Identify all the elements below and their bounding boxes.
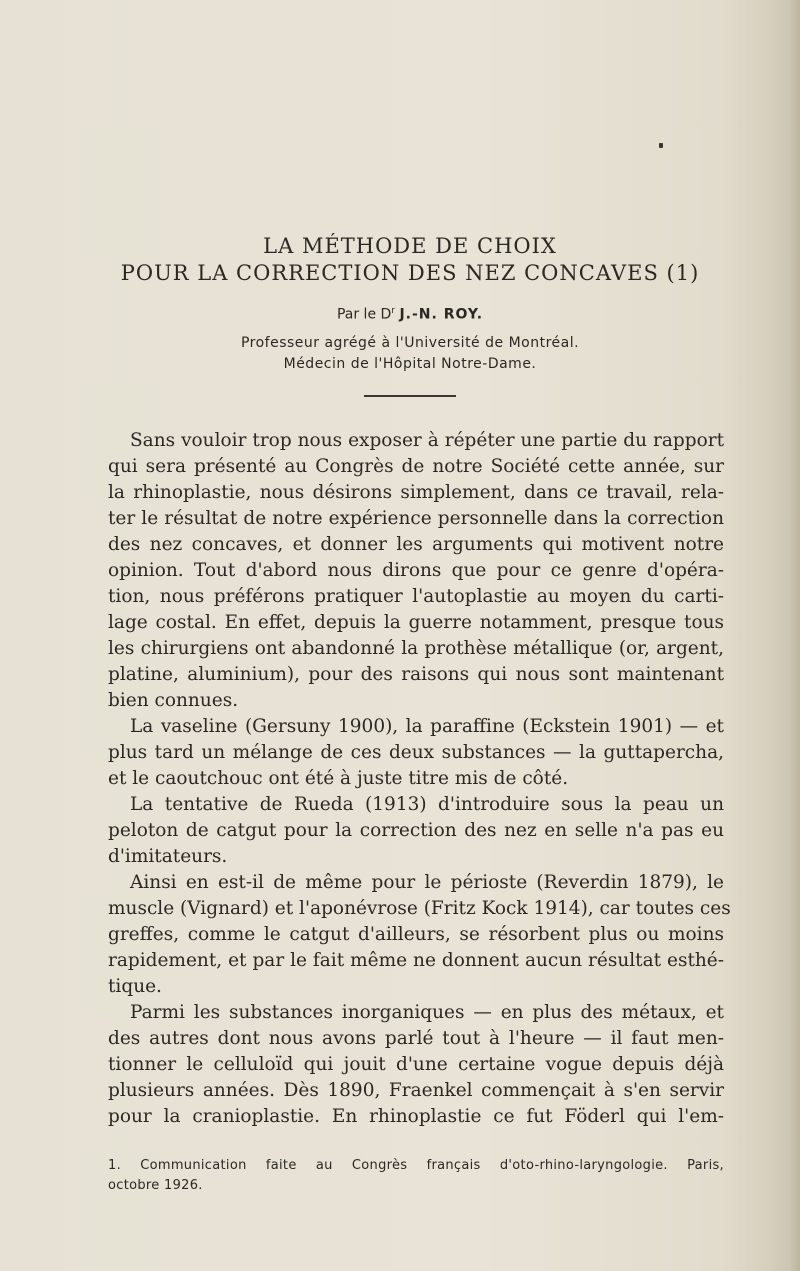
body-line: les chirurgiens ont abandonné la prothèse métallique (or, argent,	[108, 638, 724, 659]
author-name: J.-N. ROY.	[399, 306, 484, 323]
body-line: greffes, comme le catgut d'ailleurs, se résorbent plus ou moins	[108, 924, 724, 945]
body-line: lage costal. En effet, depuis la guerre notamment, presque tous	[108, 612, 724, 633]
author-prefix: Par le D	[336, 306, 392, 323]
body-line: Parmi les substances inorganiques — en plus des métaux, et	[130, 1002, 724, 1023]
body-line: platine, aluminium), pour des raisons qui nous sont maintenant	[108, 664, 724, 685]
body-line: et le caoutchouc ont été à juste titre mis de côté.	[108, 768, 569, 789]
body-line: tique.	[108, 976, 162, 997]
body-line: plus tard un mélange de ces deux substances — la guttapercha,	[108, 742, 724, 763]
body-line: La tentative de Rueda (1913) d'introduire sous la peau un	[130, 794, 724, 815]
body-line: peloton de catgut pour la correction des nez en selle n'a pas eu	[108, 820, 724, 841]
body-line: des nez concaves, et donner les arguments qui motivent notre	[108, 534, 724, 555]
body-line: tion, nous préférons pratiquer l'autoplastie au moyen du carti-	[108, 586, 724, 607]
body-line: bien connues.	[108, 690, 239, 711]
footnote-line: 1. Communication faite au Congrès français d'oto-rhino-laryngologie. Paris,	[108, 1158, 724, 1173]
body-line: qui sera présenté au Congrès de notre Société cette année, sur	[108, 456, 724, 477]
body-line: La vaseline (Gersuny 1900), la paraffine (Eckstein 1901) — et	[130, 716, 724, 737]
body-line: rapidement, et par le fait même ne donnent aucun résultat esthé-	[108, 950, 724, 971]
separator-rule	[364, 395, 456, 397]
body-line: Ainsi en est-il de même pour le périoste (Reverdin 1879), le	[130, 872, 724, 893]
ink-speck	[659, 143, 663, 148]
body-line: tionner le celluloïd qui jouit d'une certaine vogue depuis déjà	[108, 1054, 724, 1075]
body-line: la rhinoplastie, nous désirons simplement, dans ce travail, rela-	[108, 482, 724, 503]
body-line: plusieurs années. Dès 1890, Fraenkel commençait à s'en servir	[108, 1080, 724, 1101]
affiliation-2: Médecin de l'Hôpital Notre-Dame.	[283, 356, 537, 372]
body-line: des autres dont nous avons parlé tout à l'heure — il faut men-	[108, 1028, 724, 1049]
affiliation-1: Professeur agrégé à l'Université de Montréal.	[240, 335, 580, 351]
footnote-line: octobre 1926.	[108, 1178, 203, 1193]
body-line: Sans vouloir trop nous exposer à répéter une partie du rapport	[130, 430, 724, 451]
body-line: ter le résultat de notre expérience personnelle dans la correction	[108, 508, 724, 529]
body-line: opinion. Tout d'abord nous dirons que pour ce genre d'opéra-	[108, 560, 724, 581]
body-line: d'imitateurs.	[108, 846, 228, 867]
body-line: pour la cranioplastie. En rhinoplastie ce fut Föderl qui l'em-	[108, 1106, 724, 1127]
body-line: muscle (Vignard) et l'aponévrose (Fritz Kock 1914), car toutes ces	[108, 898, 731, 919]
title-line-1: LA MÉTHODE DE CHOIX	[263, 234, 557, 258]
author-prefix-sup: r	[391, 306, 395, 316]
author-line	[100, 306, 720, 323]
title-line-2: POUR LA CORRECTION DES NEZ CONCAVES (1)	[120, 261, 700, 285]
page-edge-shadow	[788, 0, 800, 1271]
